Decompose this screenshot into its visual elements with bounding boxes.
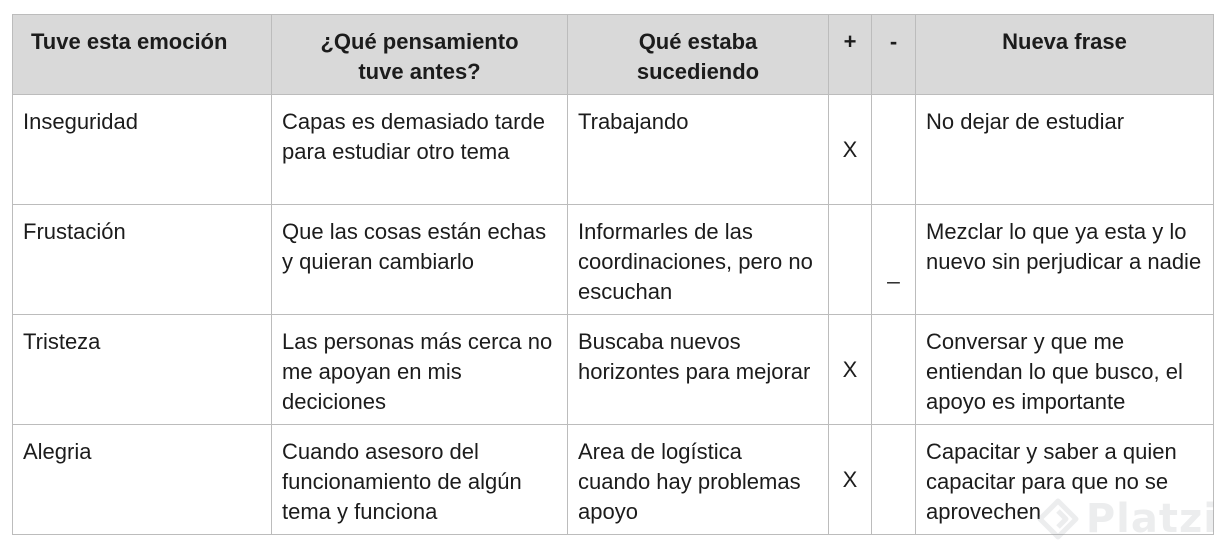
cell-minus	[872, 95, 916, 205]
cell-plus: X	[829, 315, 872, 425]
cell-emotion: Frustación	[13, 205, 272, 315]
cell-new-phrase: Capacitar y saber a quien capacitar para que no se aprovechen	[916, 425, 1214, 535]
cell-thought: Cuando asesoro del funcionamiento de algún tema y funciona	[272, 425, 568, 535]
cell-new-phrase: Mezclar lo que ya esta y lo nuevo sin perjudicar a nadie	[916, 205, 1214, 315]
cell-plus: X	[829, 95, 872, 205]
cell-plus: X	[829, 425, 872, 535]
table-row	[13, 95, 1214, 205]
table-row	[13, 315, 1214, 425]
emotion-table	[12, 14, 1214, 535]
cell-happening: Buscaba nuevos horizontes para mejorar	[568, 315, 829, 425]
cell-thought: Capas es demasiado tarde para estudiar otro tema	[272, 95, 568, 205]
cell-emotion: Alegria	[13, 425, 272, 535]
header-happening: Qué estaba sucediendo	[568, 15, 829, 95]
table-row	[13, 425, 1214, 535]
header-minus: -	[872, 15, 916, 95]
header-plus: +	[829, 15, 872, 95]
cell-emotion: Inseguridad	[13, 95, 272, 205]
cell-thought: Que las cosas están echas y quieran cambiarlo	[272, 205, 568, 315]
cell-minus: _	[872, 205, 916, 315]
header-thought: ¿Qué pensamiento tuve antes?	[272, 15, 568, 95]
cell-thought: Las personas más cerca no me apoyan en mis deciciones	[272, 315, 568, 425]
cell-happening: Informarles de las coordinaciones, pero no escuchan	[568, 205, 829, 315]
cell-new-phrase: Conversar y que me entiendan lo que busco, el apoyo es importante	[916, 315, 1214, 425]
cell-minus	[872, 315, 916, 425]
table-header-row	[13, 15, 1214, 95]
cell-minus	[872, 425, 916, 535]
cell-new-phrase: No dejar de estudiar	[916, 95, 1214, 205]
watermark-text: Platzi	[1085, 496, 1218, 542]
cell-plus	[829, 205, 872, 315]
header-emotion: Tuve esta emoción	[13, 15, 272, 95]
table-row	[13, 205, 1214, 315]
header-new-phrase: Nueva frase	[916, 15, 1214, 95]
cell-happening: Area de logística cuando hay problemas apoyo	[568, 425, 829, 535]
cell-happening: Trabajando	[568, 95, 829, 205]
cell-emotion: Tristeza	[13, 315, 272, 425]
